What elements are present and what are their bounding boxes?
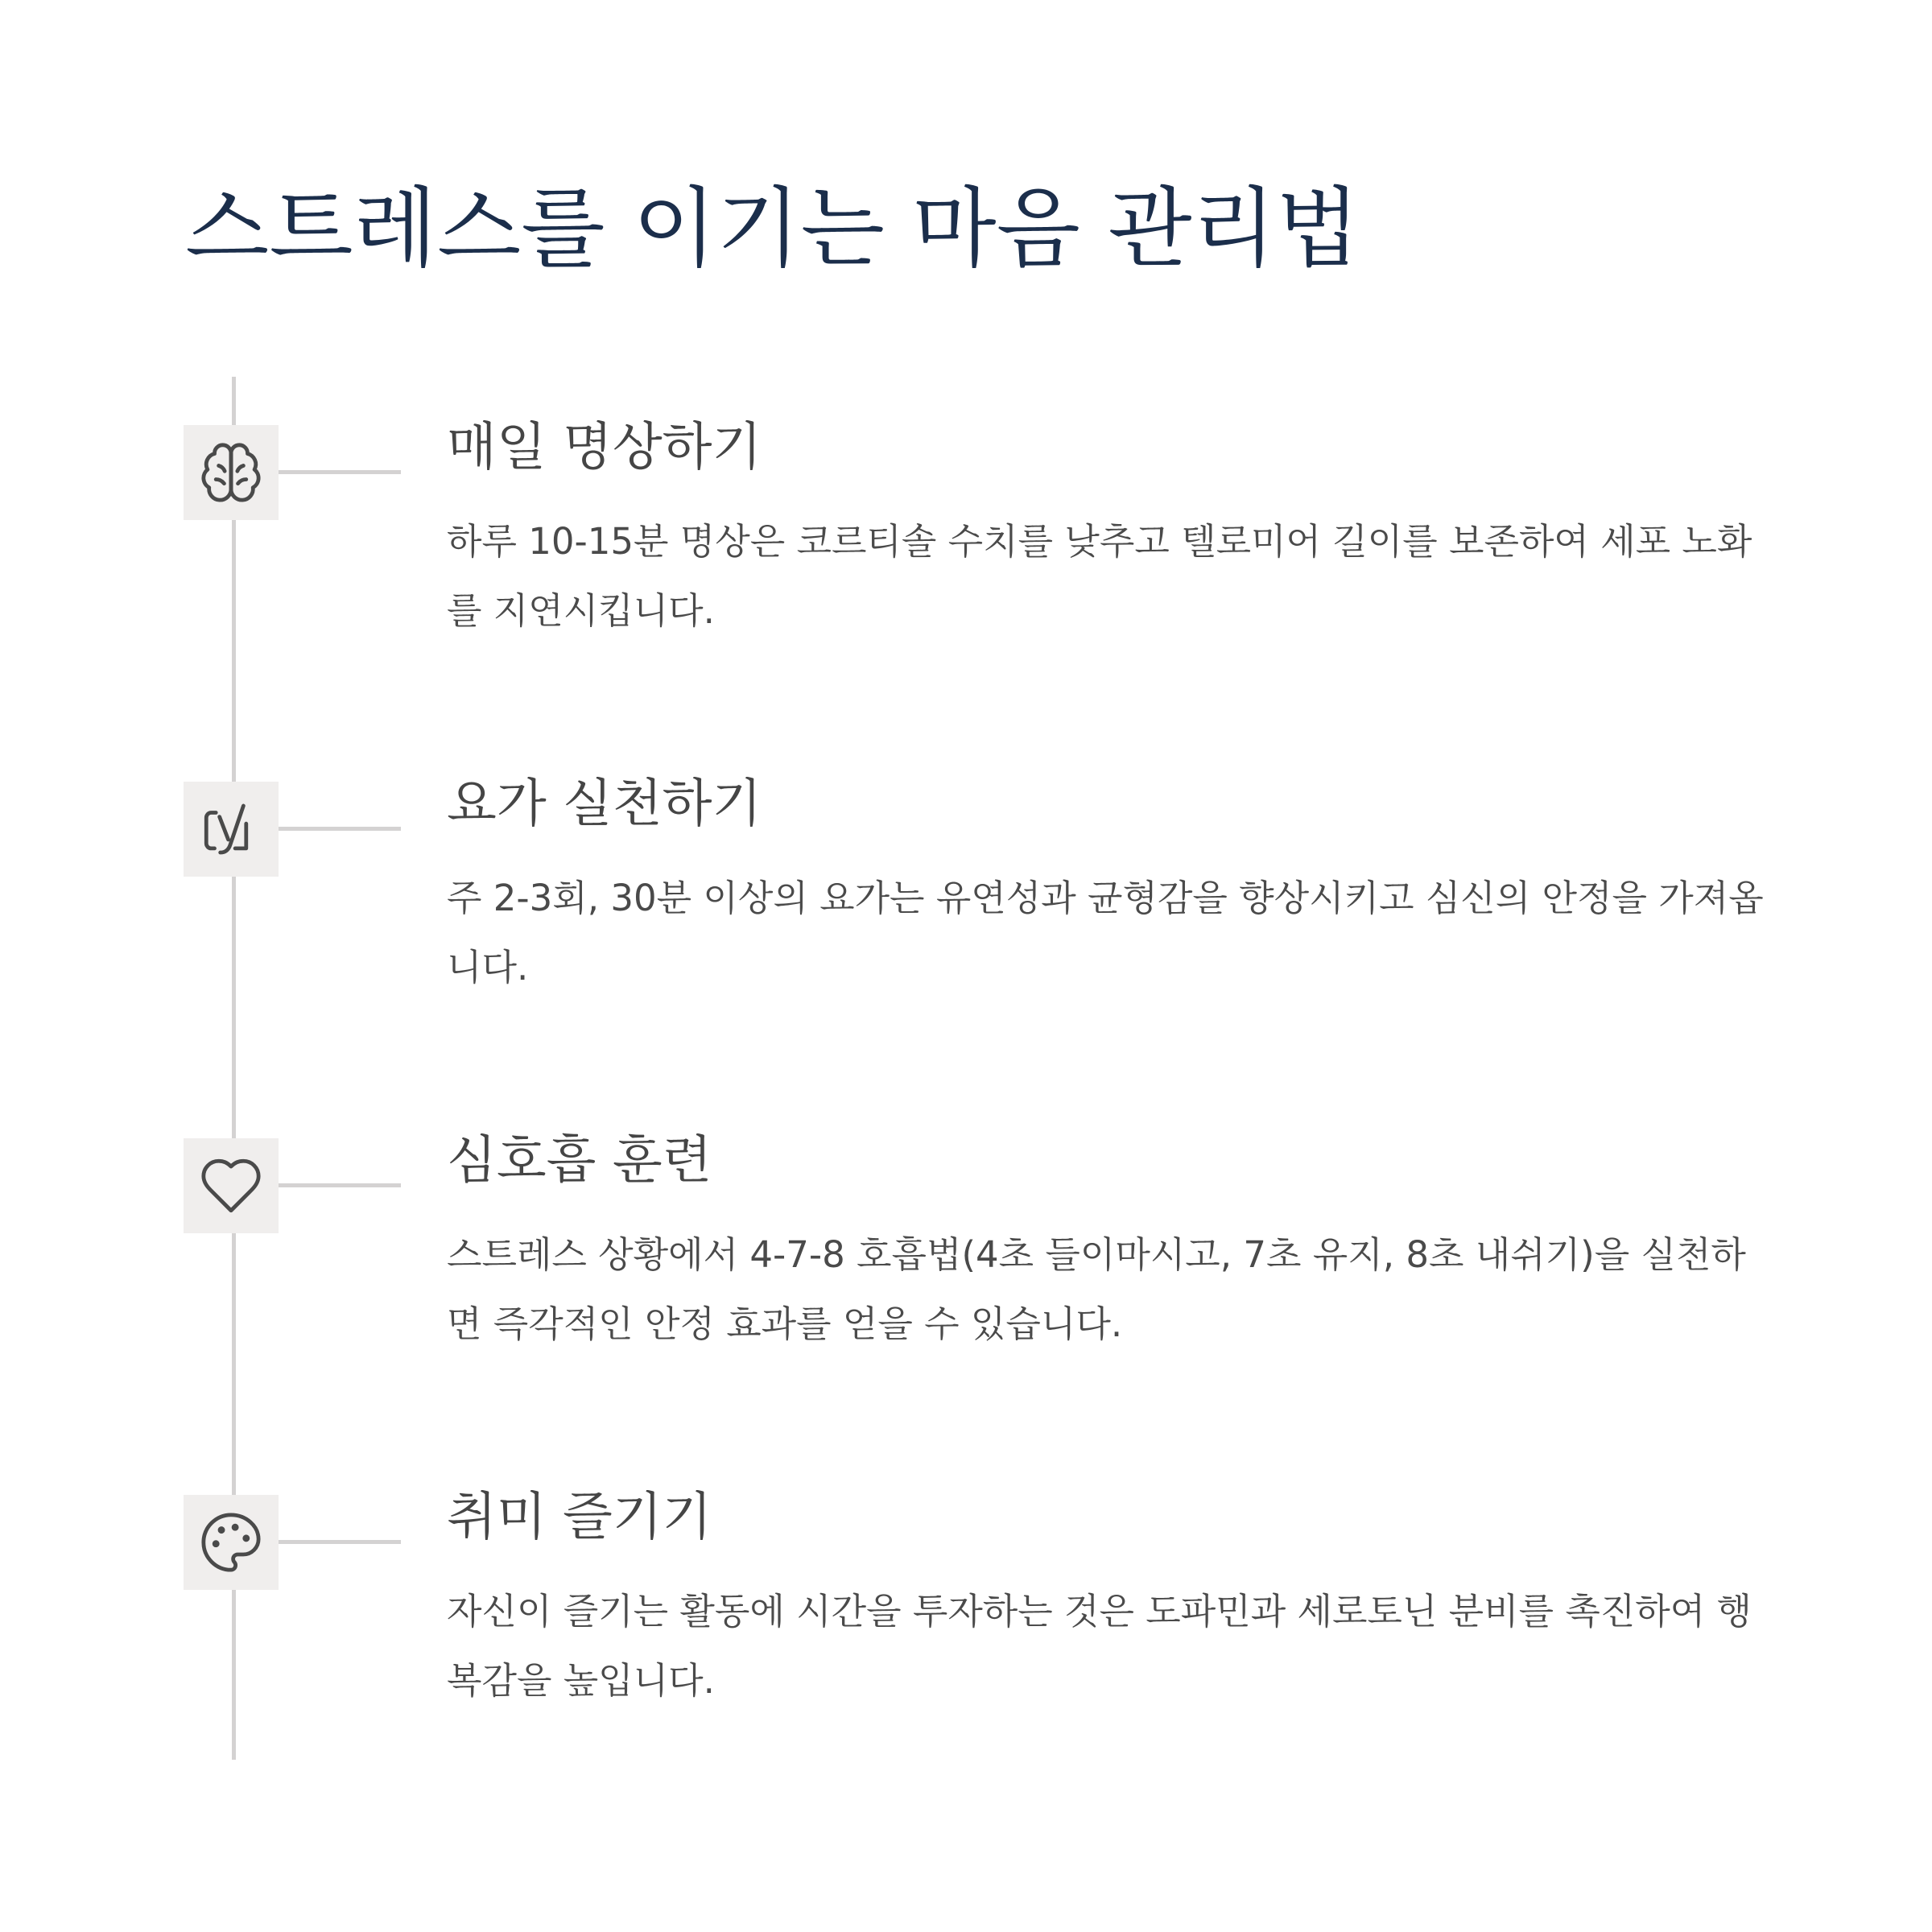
- item-description: 스트레스 상황에서 4-7-8 호흡법(4초 들이마시고, 7초 유지, 8초 내쉬기)을 실천하면 즉각적인 안정 효과를 얻을 수 있습니다.: [447, 1233, 1746, 1345]
- palette-icon: [198, 1509, 264, 1575]
- icon-box: [184, 782, 279, 877]
- item-title: 취미 즐기기: [447, 1488, 712, 1547]
- heart-icon: [198, 1153, 264, 1219]
- icon-box: [184, 1138, 279, 1233]
- connector-line: [279, 1540, 401, 1544]
- item-description: 주 2-3회, 30분 이상의 요가는 유연성과 균형감을 향상시키고 심신의 안정을 가져옵니다.: [447, 877, 1764, 989]
- item-title: 심호흡 훈련: [447, 1131, 712, 1191]
- connector-line: [279, 1183, 401, 1187]
- item-title: 요가 실천하기: [447, 774, 762, 834]
- connector-line: [279, 470, 401, 474]
- item-description: 자신이 즐기는 활동에 시간을 투자하는 것은 도파민과 세로토닌 분비를 촉진하여 행복감을 높입니다.: [447, 1590, 1752, 1702]
- icon-box: [184, 1495, 279, 1590]
- item-title: 매일 명상하기: [447, 418, 762, 477]
- item-description: 하루 10-15분 명상은 코르티솔 수치를 낮추고 텔로미어 길이를 보존하여 세포 노화를 지연시킵니다.: [447, 520, 1752, 632]
- page-title: 스트레스를 이기는 마음 관리법: [185, 179, 1360, 279]
- yoast-y-icon: [198, 796, 264, 862]
- brain-icon: [198, 440, 264, 506]
- connector-line: [279, 827, 401, 831]
- icon-box: [184, 425, 279, 520]
